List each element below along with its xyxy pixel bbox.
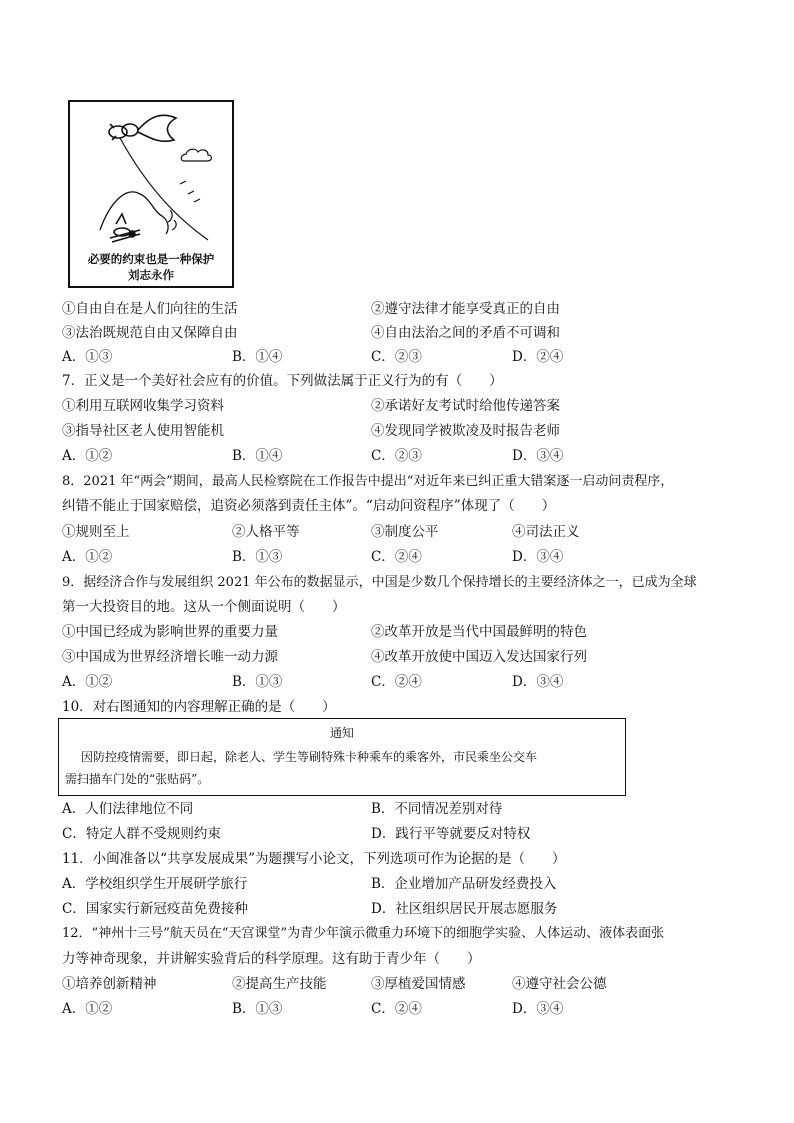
q6-choice-a: A．①③: [62, 349, 113, 365]
q6-option-3: ③法治既规范自由又保障自由: [62, 325, 238, 341]
q10-choice-b: B．不同情况差别对待: [371, 801, 503, 817]
q12-stem-line-2: 力等神奇现象，并讲解实验背后的科学原理。这有助于青少年（ ）: [62, 951, 481, 967]
cartoon-caption-title: 必要的约束也是一种保护: [87, 252, 215, 266]
q8-option-2: ②人格平等: [232, 524, 300, 540]
q8-choice-b: B．①③: [232, 549, 283, 565]
q7-choice-c: C．②③: [371, 448, 422, 464]
q6-option-4: ④自由法治之间的矛盾不可调和: [371, 325, 560, 341]
notice-body-line-1: 因防控疫情需要，即日起，除老人、学生等刷特殊卡种乘车的乘客外，市民乘坐公交车: [81, 750, 538, 764]
q7-choice-d: D．③④: [512, 448, 564, 464]
q12-option-4: ④遵守社会公德: [512, 976, 607, 992]
q7-stem: 7．正义是一个美好社会应有的价值。下列做法属于正义行为的有（ ）: [62, 373, 503, 389]
notice-box: [58, 718, 626, 796]
q8-stem-line-2: 纠错不能止于国家赔偿，追资必须落到责任主体”。“启动问资程序”体现了（ ）: [62, 498, 556, 514]
q10-choice-c: C．特定人群不受规则约束: [62, 826, 221, 842]
q8-choice-a: A．①②: [62, 549, 113, 565]
q8-choice-d: D．③④: [512, 549, 564, 565]
q7-option-3: ③指导社区老人使用智能机: [62, 423, 224, 439]
q12-stem-line-1: 12．“神州十三号”航天员在“天宫课堂”为青少年演示微重力环境下的细胞学实验、人体运动、液体表面张: [62, 926, 665, 941]
notice-title: 通知: [329, 726, 354, 740]
q10-stem: 10．对右图通知的内容理解正确的是（ ）: [62, 699, 336, 715]
q11-choice-d: D．社区组织居民开展志愿服务: [371, 901, 558, 917]
q11-choice-c: C．国家实行新冠疫苗免费接种: [62, 901, 248, 917]
q9-choice-c: C．②④: [371, 674, 422, 690]
q7-option-1: ①利用互联网收集学习资料: [62, 398, 224, 414]
q6-choice-d: D．②④: [512, 349, 564, 365]
q12-option-3: ③厚植爱国情感: [371, 976, 466, 992]
q9-choice-a: A．①②: [62, 674, 113, 690]
q7-option-2: ②承诺好友考试时给他传递答案: [371, 398, 560, 414]
q11-choice-b: B．企业增加产品研发经费投入: [371, 876, 557, 892]
q12-option-2: ②提高生产技能: [232, 976, 327, 992]
q8-option-3: ③制度公平: [371, 524, 439, 540]
q9-option-4: ④改革开放使中国迈入发达国家行列: [371, 649, 587, 665]
q9-choice-b: B．①③: [232, 674, 283, 690]
q9-option-3: ③中国成为世界经济增长唯一动力源: [62, 649, 278, 665]
q8-option-1: ①规则至上: [62, 524, 130, 540]
q12-choice-a: A．①②: [62, 1001, 113, 1017]
q9-choice-d: D．③④: [512, 674, 564, 690]
q8-option-4: ④司法正义: [512, 524, 580, 540]
q12-option-1: ①培养创新精神: [62, 976, 157, 992]
q9-stem-line-2: 第一大投资目的地。这从一个侧面说明（ ）: [62, 599, 346, 615]
q12-choice-d: D．③④: [512, 1001, 564, 1017]
q11-choice-a: A．学校组织学生开展研学旅行: [62, 876, 248, 892]
q6-option-2: ②遵守法律才能享受真正的自由: [371, 301, 560, 317]
q6-option-1: ①自由自在是人们向往的生活: [62, 301, 238, 317]
q8-choice-c: C．②④: [371, 549, 422, 565]
q10-choice-d: D．践行平等就要反对特权: [371, 826, 531, 842]
q11-stem: 11．小闽准备以“共享发展成果”为题撰写小论文，下列选项可作为论据的是（ ）: [62, 851, 566, 867]
q12-choice-c: C．②④: [371, 1001, 422, 1017]
q9-stem-line-1: 9．据经济合作与发展组织 2021 年公布的数据显示，中国是少数几个保持增长的主要经济体之一，已成为全球: [62, 575, 697, 590]
cartoon-caption-author: 刘志永作: [128, 268, 174, 282]
cartoon-figure: [68, 100, 234, 288]
q6-choice-c: C．②③: [371, 349, 422, 365]
q6-choice-b: B．①④: [232, 349, 283, 365]
q9-option-1: ①中国已经成为影响世界的重要力量: [62, 624, 278, 640]
q7-option-4: ④发现同学被欺凌及时报告老师: [371, 423, 560, 439]
q7-choice-a: A．①②: [62, 448, 113, 464]
q12-choice-b: B．①③: [232, 1001, 283, 1017]
q10-choice-a: A．人们法律地位不同: [62, 801, 194, 817]
q7-choice-b: B．①④: [232, 448, 283, 464]
q9-option-2: ②改革开放是当代中国最鲜明的特色: [371, 624, 587, 640]
notice-body-line-2: 需扫描车门处的“张贴码”。: [65, 772, 210, 786]
q8-stem-line-1: 8．2021 年“两会”期间，最高人民检察院在工作报告中提出“对近年来已纠正重大错案逐一启动问责程序，: [62, 474, 674, 489]
